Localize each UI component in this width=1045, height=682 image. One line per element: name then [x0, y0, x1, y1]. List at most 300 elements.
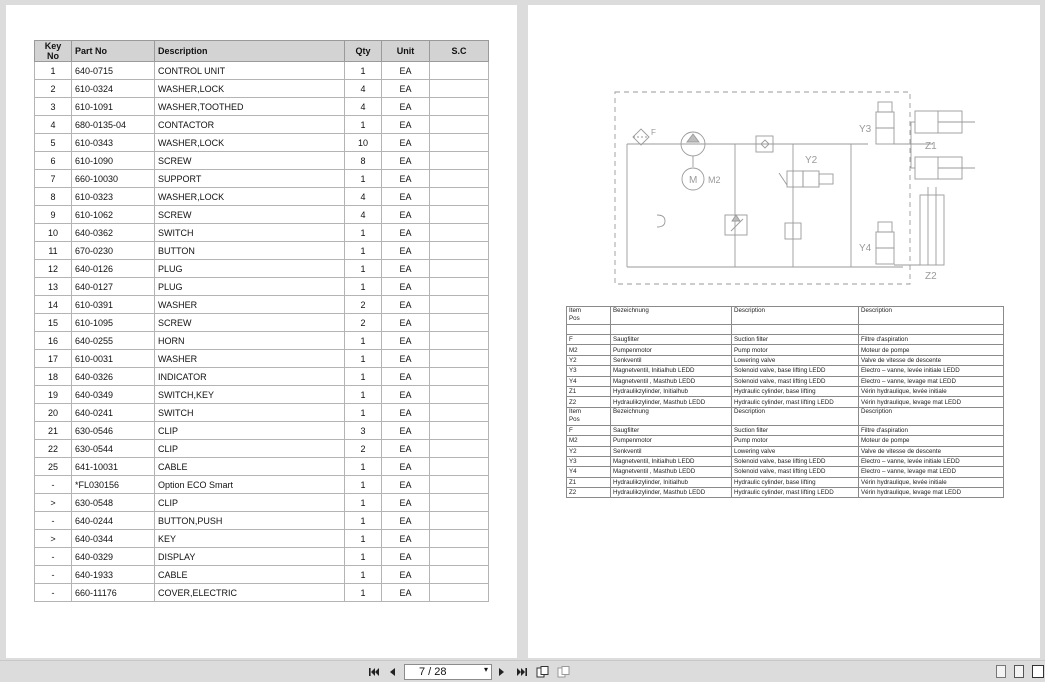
cell-unit: EA: [382, 350, 430, 368]
cell-qty: 1: [345, 386, 382, 404]
table-row: [35, 296, 489, 314]
cell-key-no: 15: [35, 314, 72, 332]
cell-sc: [430, 260, 489, 278]
table-row: [35, 458, 489, 476]
legend-cell: Vérin hydraulique, levée initiale: [859, 477, 1004, 487]
legend-cell: Senkventil: [611, 446, 732, 456]
legend-cell: Lowering valve: [732, 446, 859, 456]
label-f: F: [651, 128, 656, 137]
table-row: [35, 260, 489, 278]
cell-part-no: 640-0126: [72, 260, 155, 278]
table-row: [35, 116, 489, 134]
cell-unit: EA: [382, 386, 430, 404]
cell-part-no: 610-1095: [72, 314, 155, 332]
legend-cell: Suction filter: [732, 425, 859, 435]
legend-cell: Hydraulikzylinder, Initialhub: [611, 386, 732, 396]
cell-qty: 1: [345, 116, 382, 134]
table-row: [35, 350, 489, 368]
cell-key-no: 22: [35, 440, 72, 458]
cell-unit: EA: [382, 476, 430, 494]
legend-cell: Pumpenmotor: [611, 345, 732, 355]
cell-qty: 2: [345, 296, 382, 314]
cell-description: COVER,ELECTRIC: [155, 584, 345, 602]
cell-description: SCREW: [155, 314, 345, 332]
cell-part-no: 670-0230: [72, 242, 155, 260]
y4-valve-top: [876, 232, 894, 248]
y3-valve-top: [876, 112, 894, 128]
cell-qty: 1: [345, 476, 382, 494]
y2-valve-left: [787, 171, 803, 187]
cell-sc: [430, 494, 489, 512]
cell-qty: 1: [345, 512, 382, 530]
table-row: [35, 494, 489, 512]
cell-qty: 1: [345, 548, 382, 566]
table-row: [35, 80, 489, 98]
label-y2: Y2: [805, 155, 818, 166]
cell-unit: EA: [382, 422, 430, 440]
cell-key-no: 19: [35, 386, 72, 404]
cell-sc: [430, 116, 489, 134]
legend-cell: Magnetventil , Masthub LEDD: [611, 467, 732, 477]
cell-unit: EA: [382, 278, 430, 296]
legend-header-row: [567, 307, 1004, 325]
legend-row: [567, 488, 1004, 498]
cell-qty: 1: [345, 494, 382, 512]
page-number-select[interactable]: [404, 664, 492, 680]
table-row: [35, 242, 489, 260]
cell-qty: 4: [345, 80, 382, 98]
cell-part-no: 640-0715: [72, 62, 155, 80]
y4-valve-bottom: [876, 248, 894, 264]
cell-qty: 1: [345, 584, 382, 602]
cell-description: SWITCH: [155, 224, 345, 242]
y3-valve-bottom: [876, 128, 894, 144]
legend-cell: Saugfilter: [611, 335, 732, 345]
legend-cell: Z2: [567, 397, 611, 407]
cell-description: CLIP: [155, 422, 345, 440]
legend-cell: Vérin hydraulique, levage mat LEDD: [859, 488, 1004, 498]
cell-description: HORN: [155, 332, 345, 350]
legend-row: [567, 456, 1004, 466]
cell-key-no: 12: [35, 260, 72, 278]
cell-key-no: 18: [35, 368, 72, 386]
legend-row: [567, 345, 1004, 355]
legend-cell: Magnetventil , Masthub LEDD: [611, 376, 732, 386]
legend-cell: Filtre d'aspiration: [859, 425, 1004, 435]
cell-part-no: 630-0548: [72, 494, 155, 512]
legend-cell: Y2: [567, 355, 611, 365]
legend-header-cell: Description: [859, 407, 1004, 425]
tank-symbol: [657, 215, 665, 227]
z2-cylinder: [920, 195, 944, 265]
legend-row: [567, 355, 1004, 365]
legend-empty-cell: [611, 325, 732, 335]
cell-key-no: 1: [35, 62, 72, 80]
table-row: [35, 98, 489, 116]
cell-unit: EA: [382, 116, 430, 134]
table-row: [35, 206, 489, 224]
cell-part-no: 640-0326: [72, 368, 155, 386]
cell-key-no: -: [35, 584, 72, 602]
legend-empty-cell: [567, 325, 611, 335]
cell-part-no: 641-10031: [72, 458, 155, 476]
cell-unit: EA: [382, 260, 430, 278]
cell-qty: 1: [345, 332, 382, 350]
legend-header-cell: Description: [732, 407, 859, 425]
cell-sc: [430, 296, 489, 314]
legend-cell: Suction filter: [732, 335, 859, 345]
header-description: Description: [155, 41, 345, 62]
cell-description: SWITCH: [155, 404, 345, 422]
cell-sc: [430, 314, 489, 332]
legend-cell: Senkventil: [611, 355, 732, 365]
table-row: [35, 404, 489, 422]
cell-qty: 1: [345, 224, 382, 242]
cell-unit: EA: [382, 404, 430, 422]
cell-description: CLIP: [155, 494, 345, 512]
cell-qty: 4: [345, 188, 382, 206]
legend-row: [567, 335, 1004, 345]
next-page-icon[interactable]: [497, 664, 507, 679]
cell-key-no: 20: [35, 404, 72, 422]
cell-part-no: 640-0329: [72, 548, 155, 566]
cell-unit: EA: [382, 584, 430, 602]
legend-header-cell: Bezeichnung: [611, 407, 732, 425]
legend-spacer-row: [567, 325, 1004, 335]
cell-description: CABLE: [155, 458, 345, 476]
cell-key-no: 9: [35, 206, 72, 224]
legend-cell: M2: [567, 436, 611, 446]
cell-part-no: *FL030156: [72, 476, 155, 494]
cell-unit: EA: [382, 368, 430, 386]
cell-part-no: 630-0544: [72, 440, 155, 458]
legend-cell: Magnetventil, Initialhub LEDD: [611, 456, 732, 466]
cell-key-no: 21: [35, 422, 72, 440]
table-row: [35, 476, 489, 494]
cell-sc: [430, 476, 489, 494]
legend-row: [567, 467, 1004, 477]
cell-sc: [430, 458, 489, 476]
legend-cell: Solenoid valve, mast lifting LEDD: [732, 376, 859, 386]
cell-description: BUTTON: [155, 242, 345, 260]
svg-text:M: M: [689, 175, 698, 186]
cell-part-no: 660-11176: [72, 584, 155, 602]
cell-description: CONTROL UNIT: [155, 62, 345, 80]
cell-sc: [430, 440, 489, 458]
cell-qty: 1: [345, 170, 382, 188]
legend-cell: Y4: [567, 467, 611, 477]
legend-cell: Pump motor: [732, 436, 859, 446]
legend-empty-cell: [732, 325, 859, 335]
cell-qty: 1: [345, 566, 382, 584]
cell-qty: 1: [345, 350, 382, 368]
cell-qty: 1: [345, 530, 382, 548]
legend-row: [567, 376, 1004, 386]
cell-sc: [430, 368, 489, 386]
cell-unit: EA: [382, 512, 430, 530]
cell-unit: EA: [382, 152, 430, 170]
legend-cell: Hydraulic cylinder, base lifting: [732, 386, 859, 396]
cell-part-no: 640-0349: [72, 386, 155, 404]
cell-unit: EA: [382, 224, 430, 242]
cell-description: Option ECO Smart: [155, 476, 345, 494]
cell-key-no: 17: [35, 350, 72, 368]
cell-unit: EA: [382, 548, 430, 566]
cell-part-no: 610-1090: [72, 152, 155, 170]
parts-table-header-row: [35, 41, 489, 62]
cell-description: SCREW: [155, 152, 345, 170]
cell-unit: EA: [382, 170, 430, 188]
last-page-icon[interactable]: [515, 664, 527, 679]
legend-header-cell: Bezeichnung: [611, 307, 732, 325]
cell-qty: 1: [345, 260, 382, 278]
legend-cell: Electro – vanne, levée initiale LEDD: [859, 456, 1004, 466]
cell-description: BUTTON,PUSH: [155, 512, 345, 530]
first-page-icon[interactable]: [368, 664, 380, 679]
cell-part-no: 640-0255: [72, 332, 155, 350]
parts-table-body: [35, 62, 489, 602]
cell-unit: EA: [382, 80, 430, 98]
cell-part-no: 640-0362: [72, 224, 155, 242]
cell-description: WASHER,TOOTHED: [155, 98, 345, 116]
cell-qty: 3: [345, 422, 382, 440]
cell-qty: 2: [345, 314, 382, 332]
legend-cell: Solenoid valve, base lifting LEDD: [732, 366, 859, 376]
cell-description: WASHER: [155, 296, 345, 314]
double-page-view-icon[interactable]: [556, 664, 570, 679]
schematic-boundary: [615, 92, 910, 284]
legend-cell: Lowering valve: [732, 355, 859, 365]
cell-key-no: 14: [35, 296, 72, 314]
cell-description: DISPLAY: [155, 548, 345, 566]
cell-part-no: 640-0127: [72, 278, 155, 296]
cell-qty: 1: [345, 368, 382, 386]
table-row: [35, 188, 489, 206]
cell-sc: [430, 62, 489, 80]
cell-description: PLUG: [155, 260, 345, 278]
cell-key-no: 8: [35, 188, 72, 206]
cell-qty: 1: [345, 404, 382, 422]
cell-sc: [430, 134, 489, 152]
page-indicator: 7 / 28: [419, 666, 447, 678]
cell-sc: [430, 206, 489, 224]
cell-description: INDICATOR: [155, 368, 345, 386]
legend-row: [567, 477, 1004, 487]
cell-description: WASHER,LOCK: [155, 80, 345, 98]
cell-unit: EA: [382, 332, 430, 350]
legend-cell: Z1: [567, 386, 611, 396]
prev-page-icon[interactable]: [387, 664, 397, 679]
table-row: [35, 170, 489, 188]
header-qty: Qty: [345, 41, 382, 62]
legend-cell: Pump motor: [732, 345, 859, 355]
legend-cell: Hydraulic cylinder, mast lifting LEDD: [732, 488, 859, 498]
legend-cell: Solenoid valve, mast lifting LEDD: [732, 467, 859, 477]
legend-cell: Y3: [567, 456, 611, 466]
component-legend-table: [566, 306, 1004, 498]
cell-sc: [430, 530, 489, 548]
cell-sc: [430, 152, 489, 170]
cell-key-no: -: [35, 512, 72, 530]
cell-sc: [430, 512, 489, 530]
legend-cell: M2: [567, 345, 611, 355]
legend-cell: Solenoid valve, base lifting LEDD: [732, 456, 859, 466]
legend-row: [567, 425, 1004, 435]
pdf-viewer-toolbar: [0, 660, 1045, 682]
cell-key-no: 25: [35, 458, 72, 476]
cell-description: SCREW: [155, 206, 345, 224]
cell-unit: EA: [382, 440, 430, 458]
cell-qty: 4: [345, 206, 382, 224]
cell-key-no: >: [35, 530, 72, 548]
legend-cell: Magnetventil, Initialhub LEDD: [611, 366, 732, 376]
cell-key-no: 13: [35, 278, 72, 296]
legend-cell: Vérin hydraulique, levage mat LEDD: [859, 397, 1004, 407]
legend-cell: Electro – vanne, levage mat LEDD: [859, 376, 1004, 386]
legend-row: [567, 397, 1004, 407]
legend-row: [567, 436, 1004, 446]
cell-part-no: 610-0391: [72, 296, 155, 314]
legend-cell: Z1: [567, 477, 611, 487]
cell-sc: [430, 566, 489, 584]
cell-part-no: 610-1091: [72, 98, 155, 116]
cell-description: CONTACTOR: [155, 116, 345, 134]
single-page-layout-icon[interactable]: [996, 665, 1006, 678]
hydraulic-schematic: [613, 87, 978, 287]
cell-qty: 1: [345, 278, 382, 296]
table-row: [35, 548, 489, 566]
cell-description: CLIP: [155, 440, 345, 458]
cell-sc: [430, 170, 489, 188]
cell-qty: 8: [345, 152, 382, 170]
cell-sc: [430, 188, 489, 206]
cell-unit: EA: [382, 566, 430, 584]
table-row: [35, 386, 489, 404]
cell-qty: 1: [345, 62, 382, 80]
y2-valve-right: [803, 171, 819, 187]
legend-table-body: [567, 307, 1004, 498]
cell-description: KEY: [155, 530, 345, 548]
legend-cell: Z2: [567, 488, 611, 498]
table-row: [35, 422, 489, 440]
cell-part-no: 610-0324: [72, 80, 155, 98]
document-page-right: [528, 5, 1040, 658]
cell-unit: EA: [382, 98, 430, 116]
legend-header-cell: Item Pos: [567, 407, 611, 425]
cell-sc: [430, 548, 489, 566]
table-row: [35, 152, 489, 170]
header-unit: Unit: [382, 41, 430, 62]
cell-key-no: -: [35, 476, 72, 494]
chevron-down-icon: ▾: [483, 665, 488, 674]
header-part-no: Part No: [72, 41, 155, 62]
legend-cell: Electro – vanne, levage mat LEDD: [859, 467, 1004, 477]
cell-sc: [430, 278, 489, 296]
header-key-no: Key No: [35, 41, 72, 62]
label-m2: M2: [708, 175, 721, 185]
cell-key-no: 10: [35, 224, 72, 242]
cell-part-no: 640-0241: [72, 404, 155, 422]
legend-row: [567, 386, 1004, 396]
cell-description: WASHER: [155, 350, 345, 368]
cell-sc: [430, 242, 489, 260]
table-row: [35, 530, 489, 548]
legend-cell: Moteur de pompe: [859, 345, 1004, 355]
legend-row: [567, 446, 1004, 456]
cell-qty: 1: [345, 458, 382, 476]
parts-table: [34, 40, 489, 602]
legend-row: [567, 366, 1004, 376]
continuous-layout-icon[interactable]: [1014, 665, 1024, 678]
legend-cell: Filtre d'aspiration: [859, 335, 1004, 345]
cell-sc: [430, 80, 489, 98]
cell-description: SWITCH,KEY: [155, 386, 345, 404]
cell-sc: [430, 98, 489, 116]
cell-qty: 4: [345, 98, 382, 116]
legend-cell: Valve de vitesse de descente: [859, 446, 1004, 456]
cell-description: SUPPORT: [155, 170, 345, 188]
cell-key-no: -: [35, 548, 72, 566]
cell-description: PLUG: [155, 278, 345, 296]
table-row: [35, 440, 489, 458]
legend-cell: Hydraulikzylinder, Initialhub: [611, 477, 732, 487]
legend-header-cell: Description: [732, 307, 859, 325]
cell-unit: EA: [382, 188, 430, 206]
table-row: [35, 224, 489, 242]
legend-cell: Hydraulikzylinder, Masthub LEDD: [611, 488, 732, 498]
legend-cell: Pumpenmotor: [611, 436, 732, 446]
cell-key-no: 5: [35, 134, 72, 152]
legend-cell: Vérin hydraulique, levée initiale: [859, 386, 1004, 396]
cell-key-no: 2: [35, 80, 72, 98]
cell-part-no: 630-0546: [72, 422, 155, 440]
legend-cell: Valve de vitesse de descente: [859, 355, 1004, 365]
cell-qty: 10: [345, 134, 382, 152]
cell-part-no: 680-0135-04: [72, 116, 155, 134]
cell-key-no: 16: [35, 332, 72, 350]
table-row: [35, 134, 489, 152]
label-z2: Z2: [925, 271, 937, 282]
cell-qty: 1: [345, 242, 382, 260]
cell-unit: EA: [382, 314, 430, 332]
two-page-layout-icon[interactable]: [1032, 665, 1044, 678]
legend-empty-cell: [859, 325, 1004, 335]
table-row: [35, 368, 489, 386]
table-row: [35, 512, 489, 530]
label-z1: Z1: [925, 141, 937, 152]
cell-key-no: 4: [35, 116, 72, 134]
legend-cell: Hydraulic cylinder, mast lifting LEDD: [732, 397, 859, 407]
legend-cell: Moteur de pompe: [859, 436, 1004, 446]
cell-part-no: 610-0031: [72, 350, 155, 368]
legend-header-cell: Item Pos: [567, 307, 611, 325]
single-page-view-icon[interactable]: [535, 664, 549, 679]
legend-cell: Hydraulic cylinder, base lifting: [732, 477, 859, 487]
cell-sc: [430, 224, 489, 242]
cell-part-no: 610-0323: [72, 188, 155, 206]
cell-part-no: 660-10030: [72, 170, 155, 188]
cell-unit: EA: [382, 296, 430, 314]
cell-description: WASHER,LOCK: [155, 134, 345, 152]
cell-part-no: 640-0244: [72, 512, 155, 530]
cell-part-no: 640-1933: [72, 566, 155, 584]
cell-part-no: 640-0344: [72, 530, 155, 548]
cell-sc: [430, 332, 489, 350]
legend-cell: Hydraulikzylinder, Masthub LEDD: [611, 397, 732, 407]
document-page-left: [6, 5, 517, 658]
table-row: [35, 584, 489, 602]
legend-header-row: [567, 407, 1004, 425]
